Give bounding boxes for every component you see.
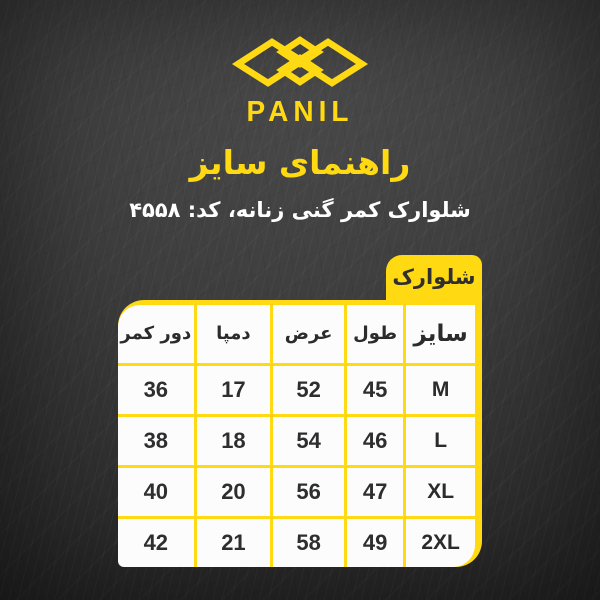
size-cell-l: L (406, 417, 475, 465)
size-table-grid (118, 305, 475, 567)
panil-logo (230, 28, 370, 126)
size-cell-2xl: 2XL (406, 519, 475, 567)
length-cell-2xl: 49 (347, 519, 403, 567)
column-header-size: سایز (406, 305, 475, 363)
leg-cell-l: 18 (197, 417, 271, 465)
column-header-length: طول (347, 305, 403, 363)
waist-cell-m: 36 (118, 366, 194, 414)
leg-cell-xl: 20 (197, 468, 271, 516)
page-title: راهنمای سایز (189, 143, 411, 182)
length-cell-l: 46 (347, 417, 403, 465)
size-table-panel (118, 300, 482, 567)
size-table (118, 255, 482, 567)
length-cell-m: 45 (347, 366, 403, 414)
waist-cell-xl: 40 (118, 468, 194, 516)
size-cell-xl: XL (406, 468, 475, 516)
length-cell-xl: 47 (347, 468, 403, 516)
waist-cell-l: 38 (118, 417, 194, 465)
width-cell-2xl: 58 (273, 519, 344, 567)
column-header-leg: دمپا (197, 305, 271, 363)
width-cell-l: 54 (273, 417, 344, 465)
size-table-tab-label: شلوارک (392, 265, 476, 290)
size-cell-m: M (406, 366, 475, 414)
panil-knot-icon (230, 28, 370, 94)
waist-cell-2xl: 42 (118, 519, 194, 567)
column-header-width: عرض (273, 305, 344, 363)
size-table-tab (386, 255, 482, 300)
width-cell-m: 52 (273, 366, 344, 414)
column-header-waist: دور کمر (118, 305, 194, 363)
leg-cell-m: 17 (197, 366, 271, 414)
brand-name: PANIL (246, 95, 354, 128)
leg-cell-2xl: 21 (197, 519, 271, 567)
product-subtitle: شلوارک کمر گنی زنانه، کد: ۴۵۵۸ (129, 198, 471, 223)
width-cell-xl: 56 (273, 468, 344, 516)
